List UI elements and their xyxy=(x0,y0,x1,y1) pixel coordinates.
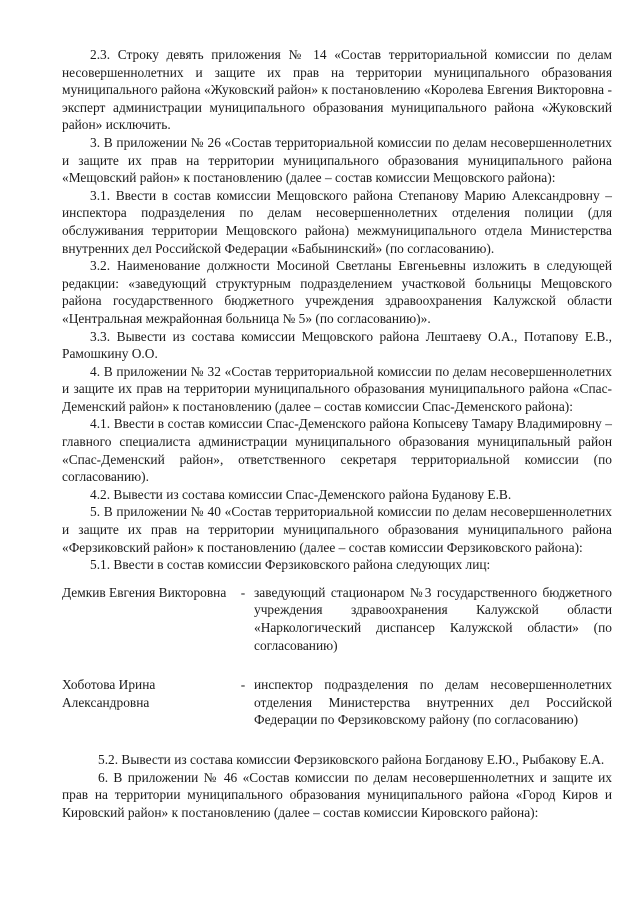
person-dash: - xyxy=(240,677,246,693)
paragraph-5-2: 5.2. Вывести из состава комиссии Ферзиковского района Богданову Е.Ю., Рыбакову Е.А. xyxy=(98,751,605,767)
paragraph-3-1: 3.1. Ввести в состав комиссии Мещовского района Степанову Марию Александровну – инспектора подразделения по делам несовершеннолетних отделения полиции (для обслуживания территории Мещовского района) межмуниципального отдела Министерства внутренних дел Российской Федерации «Бабынинский» (по согласованию). xyxy=(62,187,612,256)
person-entry xyxy=(62,676,612,729)
person-dash: - xyxy=(240,584,246,600)
paragraph-4-2: 4.2. Вывести из состава комиссии Спас-Деменского района Буданову Е.В. xyxy=(90,486,512,502)
paragraph-4-1: 4.1. Ввести в состав комиссии Спас-Деменского района Копысеву Тамару Владимировну – главного специалиста администрации муниципального образования муниципальный район «Спас-Деменский район», ответственного секретаря территориальной комиссии (по согласованию). xyxy=(62,416,612,485)
paragraph-6: 6. В приложении № 46 «Состав комиссии по делам несовершеннолетних и защите их прав на территории муниципального образования муниципального района «Город Киров и Кировский район» к постановлению (далее – состав комиссии Кировского района): xyxy=(62,769,612,820)
person-name: Хоботова Ирина Александровна xyxy=(62,677,156,710)
paragraph-2-3: 2.3. Строку девять приложения № 14 «Состав территориальной комиссии по делам несовершеннолетних и защите их прав на территории муниципального образования муниципального района «Жуковский район» к постановлению «Королева Евгения Викторовна - эксперт администрации муниципального образования муниципального района «Жуковский район» исключить. xyxy=(62,47,612,133)
paragraph-5-1: 5.1. Ввести в состав комиссии Ферзиковского района следующих лиц: xyxy=(90,557,491,573)
person-entry xyxy=(62,584,612,654)
person-role: инспектор подразделения по делам несовершеннолетних отделения Министерства внутренних дел Российской Федерации по Ферзиковскому району (по согласованию) xyxy=(254,677,612,728)
paragraph-5: 5. В приложении № 40 «Состав территориальной комиссии по делам несовершеннолетних и защите их прав на территории муниципального образования муниципального района «Ферзиковский район» к постановлению (далее – состав комиссии Ферзиковского района): xyxy=(62,504,612,555)
document-body-bottom xyxy=(62,751,612,821)
person-name: Демкив Евгения Викторовна xyxy=(62,584,227,600)
paragraph-3-3: 3.3. Вывести из состава комиссии Мещовского района Лештаеву О.А., Потапову Е.В., Рамошкину О.О. xyxy=(62,328,612,362)
paragraph-4: 4. В приложении № 32 «Состав территориальной комиссии по делам несовершеннолетних и защите их прав на территории муниципального образования муниципального района «Спас-Деменский район» к постановлению (далее – состав комиссии Спас-Деменского района): xyxy=(62,363,612,414)
paragraph-3-2: 3.2. Наименование должности Мосиной Светланы Евгеньевны изложить в следующей редакции: «заведующий структурным подразделением участковой больницы Мещовского района государственного бюджетного учреждения здравоохранения Калужской области «Центральная межрайонная больница № 5» (по согласованию)». xyxy=(62,258,612,326)
person-role: заведующий стационаром №3 государственного бюджетного учреждения здравоохранения Калужской области «Наркологический диспансер Калужской области» (по согласованию) xyxy=(254,584,612,653)
paragraph-3: 3. В приложении № 26 «Состав территориальной комиссии по делам несовершеннолетних и защите их прав на территории муниципального образования муниципального района «Мещовский район» к постановлению (далее – состав комиссии Мещовского района): xyxy=(62,134,612,186)
persons-list xyxy=(62,584,612,729)
document-body-top xyxy=(62,46,612,574)
